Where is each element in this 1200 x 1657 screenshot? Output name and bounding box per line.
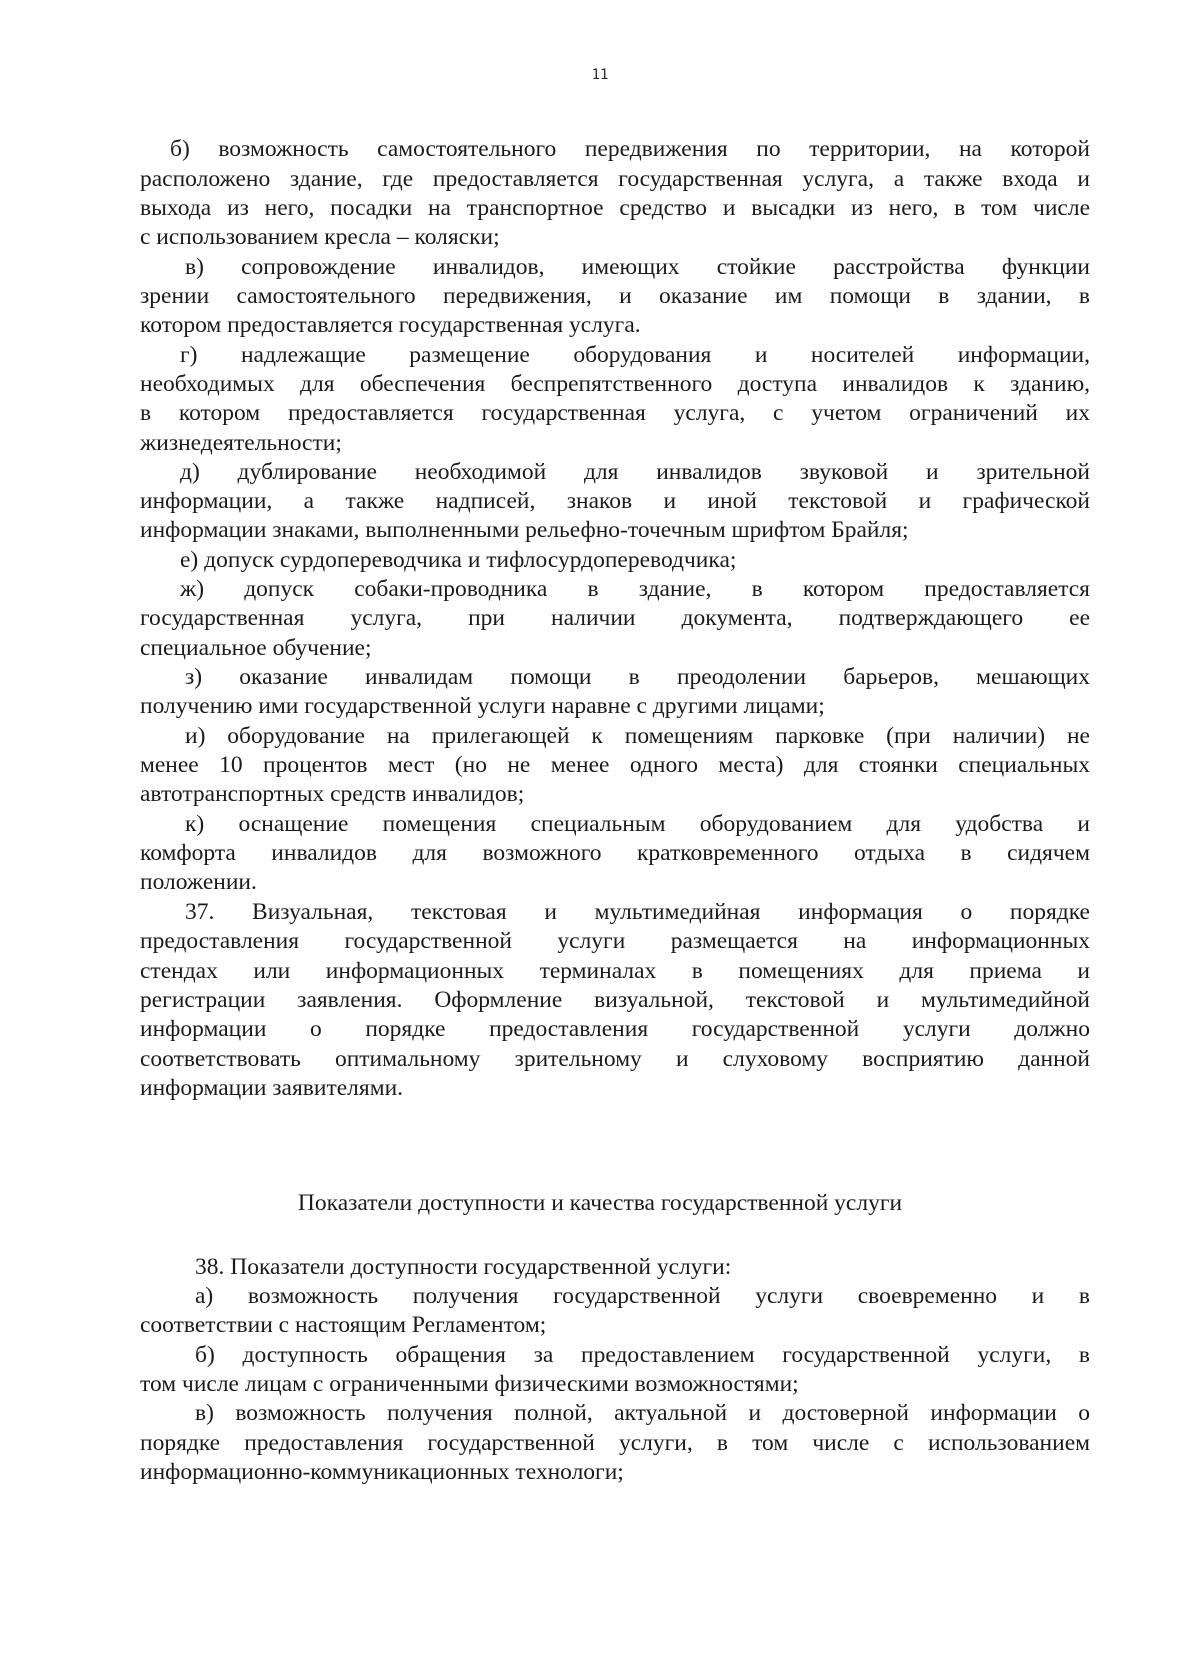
body-line: государственная услуга, при наличии документа, подтверждающего ее — [140, 605, 1090, 631]
body-line: и) оборудование на прилегающей к помещениям парковке (при наличии) не — [185, 723, 1090, 749]
body-line: з) оказание инвалидам помощи в преодолении барьеров, мешающих — [185, 664, 1090, 690]
body-line: ж) допуск собаки-проводника в здание, в котором предоставляется — [180, 576, 1090, 602]
body-line: жизнедеятельности; — [140, 430, 342, 456]
body-line: информации, а также надписей, знаков и иной текстовой и графической — [140, 488, 1090, 514]
body-line: информации заявителями. — [140, 1075, 404, 1101]
body-line: информации о порядке предоставления государственной услуги должно — [140, 1016, 1090, 1042]
body-line: необходимых для обеспечения беспрепятственного доступа инвалидов к зданию, — [140, 371, 1090, 397]
body-line: в) сопровождение инвалидов, имеющих стойкие расстройства функции — [185, 254, 1090, 280]
body-line: менее 10 процентов мест (но не менее одного места) для стоянки специальных — [140, 752, 1090, 778]
section-line: порядке предоставления государственной услуги, в том числе с использованием — [140, 1430, 1090, 1456]
body-line: д) дублирование необходимой для инвалидов звуковой и зрительной — [180, 459, 1090, 485]
body-line: комфорта инвалидов для возможного кратковременного отдыха в сидячем — [140, 840, 1090, 866]
section-line: в) возможность получения полной, актуальной и достоверной информации о — [195, 1400, 1090, 1426]
body-line: зрении самостоятельного передвижения, и оказание им помощи в здании, в — [140, 283, 1090, 309]
body-line: выхода из него, посадки на транспортное средство и высадки из него, в том числе — [140, 195, 1090, 221]
section-line: б) доступность обращения за предоставлением государственной услуги, в — [195, 1342, 1090, 1368]
body-line: г) надлежащие размещение оборудования и носителей информации, — [180, 342, 1090, 368]
body-line: котором предоставляется государственная услуга. — [140, 312, 641, 338]
body-line: получению ими государственной услуги наравне с другими лицами; — [140, 693, 825, 719]
section-line: 38. Показатели доступности государственной услуги: — [195, 1254, 732, 1280]
section-line: соответствии с настоящим Регламентом; — [140, 1312, 547, 1338]
body-line: предоставления государственной услуги размещается на информационных — [140, 928, 1090, 954]
body-line: регистрации заявления. Оформление визуальной, текстовой и мультимедийной — [140, 987, 1090, 1013]
body-line: автотранспортных средств инвалидов; — [140, 781, 525, 807]
section-line: том числе лицам с ограниченными физическими возможностями; — [140, 1371, 799, 1397]
section-heading: Показатели доступности и качества государственной услуги — [297, 1190, 903, 1216]
body-line: специальное обучение; — [140, 635, 372, 661]
body-line: б) возможность самостоятельного передвижения по территории, на которой — [170, 136, 1090, 162]
page-number: 11 — [591, 67, 609, 83]
body-line: положении. — [140, 869, 257, 895]
body-line: к) оснащение помещения специальным оборудованием для удобства и — [185, 811, 1090, 837]
section-line: а) возможность получения государственной услуги своевременно и в — [195, 1283, 1090, 1309]
body-line: расположено здание, где предоставляется государственная услуга, а также входа и — [140, 166, 1090, 192]
body-line: стендах или информационных терминалах в помещениях для приема и — [140, 958, 1090, 984]
body-line: соответствовать оптимальному зрительному и слуховому восприятию данной — [140, 1046, 1090, 1072]
body-line: 37. Визуальная, текстовая и мультимедийная информация о порядке — [185, 899, 1090, 925]
body-line: с использованием кресла – коляски; — [140, 224, 500, 250]
body-line: информации знаками, выполненными рельефно-точечным шрифтом Брайля; — [140, 517, 909, 543]
section-line: информационно-коммуникационных технологи; — [140, 1459, 624, 1485]
body-line: е) допуск сурдопереводчика и тифлосурдопереводчика; — [180, 547, 737, 573]
body-line: в котором предоставляется государственная услуга, с учетом ограничений их — [140, 400, 1090, 426]
